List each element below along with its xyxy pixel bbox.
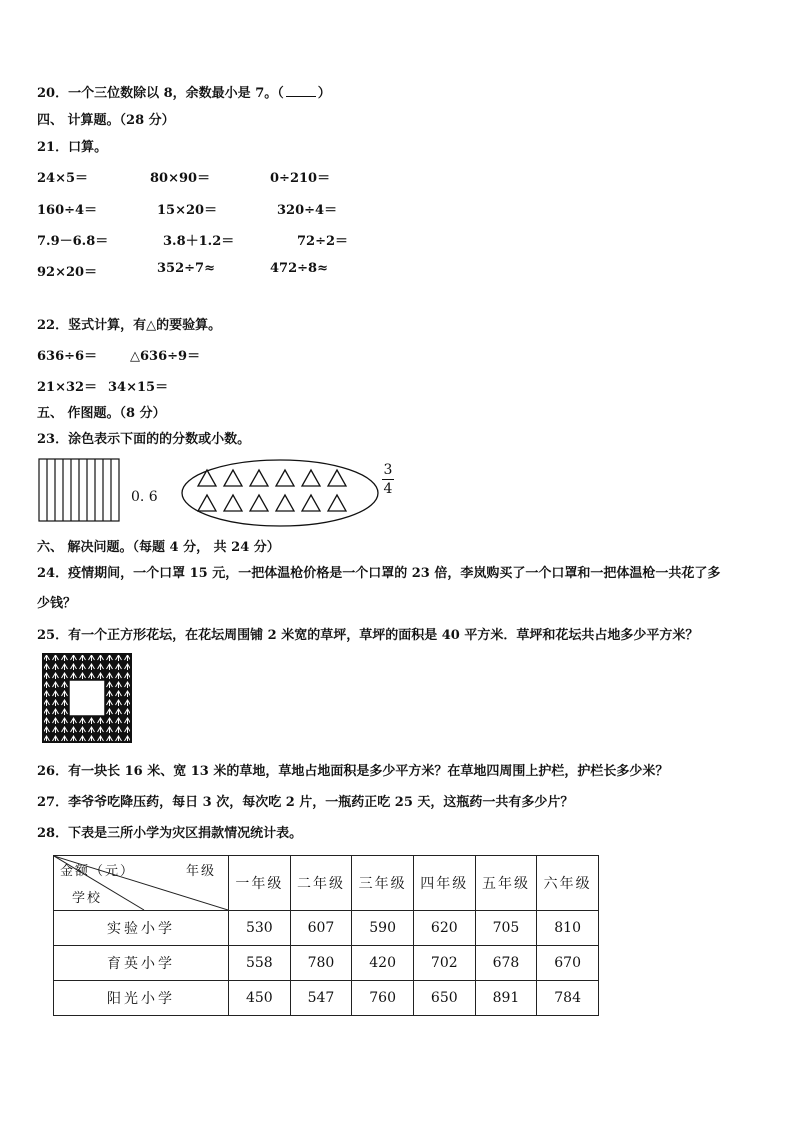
vertical-calc-item: △636÷9＝ (130, 349, 201, 364)
donation-table (53, 855, 599, 1016)
mental-calc-item: 352÷7≈ (157, 261, 215, 276)
corner-label-amount: 金额（元） (60, 864, 136, 879)
mental-calc-item: 472÷8≈ (270, 261, 328, 276)
vertical-calc-item: 21×32＝ (37, 380, 98, 395)
question-26: 26．有一块长 16 米、宽 13 米的草地，草地占地面积是多少平方米？在草地四周围上护栏，护栏长多少米？ (37, 764, 669, 779)
question-25: 25．有一个正方形花坛，在花坛周围铺 2 米宽的草坪，草坪的面积是 40 平方米．草坪和花坛共占地多少平方米？ (37, 628, 699, 643)
table-cell: 780 (290, 946, 352, 981)
school-name: 阳光小学 (54, 981, 229, 1016)
square-flowerbed-figure (42, 653, 134, 745)
table-cell: 760 (352, 981, 414, 1016)
school-name: 育英小学 (54, 946, 229, 981)
grade-header: 六年级 (537, 856, 599, 911)
answer-blank[interactable] (286, 86, 316, 97)
grade-header: 二年级 (290, 856, 352, 911)
question-22-title: 22．竖式计算，有△的要验算。 (37, 318, 222, 333)
mental-calc-item: 92×20＝ (37, 265, 98, 280)
fraction-denominator: 4 (383, 481, 393, 497)
table-cell: 607 (290, 911, 352, 946)
mental-calc-item: 320÷4＝ (277, 203, 338, 218)
fraction-bar (382, 479, 394, 480)
table-cell: 702 (413, 946, 475, 981)
table-cell: 670 (537, 946, 599, 981)
flowerbed-area (69, 680, 105, 716)
question-23-title: 23．涂色表示下面的的分数或小数。 (37, 432, 251, 447)
question-24-line-1: 24．疫情期间，一个口罩 15 元，一把体温枪价格是一个口罩的 23 倍，李岚购买了一个口罩和一把体温枪一共花了多 (37, 566, 721, 581)
oval-triangles-figure[interactable] (180, 458, 380, 528)
decimal-label: 0. 6 (131, 489, 158, 505)
corner-label-school: 学校 (72, 891, 103, 906)
fraction-three-quarters (380, 462, 396, 497)
table-row (54, 981, 599, 1016)
corner-label-grade: 年级 (185, 864, 216, 879)
table-cell: 620 (413, 911, 475, 946)
table-cell: 530 (229, 911, 291, 946)
table-corner-cell (54, 856, 229, 911)
table-cell: 590 (352, 911, 414, 946)
school-name: 实验小学 (54, 911, 229, 946)
table-row (54, 911, 599, 946)
question-20-text: 20．一个三位数除以 8，余数最小是 7。（ (37, 86, 284, 101)
table-cell: 547 (290, 981, 352, 1016)
mental-calc-item: 7.9－6.8＝ (37, 234, 109, 249)
mental-calc-item: 15×20＝ (157, 203, 218, 218)
oval-outline (182, 460, 378, 526)
striped-rectangle-figure[interactable] (38, 458, 120, 522)
mental-calc-item: 0÷210＝ (270, 171, 331, 186)
table-cell: 650 (413, 981, 475, 1016)
mental-calc-item: 24×5＝ (37, 171, 89, 186)
table-cell: 810 (537, 911, 599, 946)
vertical-calc-item: 636÷6＝ (37, 349, 98, 364)
question-21-title: 21．口算。 (37, 140, 108, 155)
table-cell: 891 (475, 981, 537, 1016)
table-cell: 784 (537, 981, 599, 1016)
grade-header: 一年级 (229, 856, 291, 911)
grade-header: 五年级 (475, 856, 537, 911)
section-6-heading: 六、 解决问题。（每题 4 分， 共 24 分） (37, 540, 280, 555)
question-27: 27．李爷爷吃降压药，每日 3 次，每次吃 2 片，一瓶药正吃 25 天，这瓶药一共有多少片？ (37, 795, 574, 810)
question-20-end: ） (317, 86, 331, 101)
question-24-line-2: 少钱？ (37, 596, 77, 611)
question-20 (37, 82, 331, 101)
table-cell: 558 (229, 946, 291, 981)
mental-calc-item: 80×90＝ (150, 171, 211, 186)
table-cell: 420 (352, 946, 414, 981)
question-28: 28．下表是三所小学为灾区捐款情况统计表。 (37, 826, 303, 841)
table-cell: 705 (475, 911, 537, 946)
mental-calc-item: 3.8＋1.2＝ (163, 234, 235, 249)
vertical-calc-item: 34×15＝ (108, 380, 169, 395)
fraction-numerator: 3 (383, 462, 393, 478)
table-cell: 678 (475, 946, 537, 981)
mental-calc-item: 160÷4＝ (37, 203, 98, 218)
mental-calc-item: 72÷2＝ (297, 234, 349, 249)
grade-header: 四年级 (413, 856, 475, 911)
table-header-row (54, 856, 599, 911)
table-row (54, 946, 599, 981)
section-4-heading: 四、 计算题。（28 分） (37, 113, 175, 128)
table-cell: 450 (229, 981, 291, 1016)
grade-header: 三年级 (352, 856, 414, 911)
section-5-heading: 五、 作图题。（8 分） (37, 406, 166, 421)
